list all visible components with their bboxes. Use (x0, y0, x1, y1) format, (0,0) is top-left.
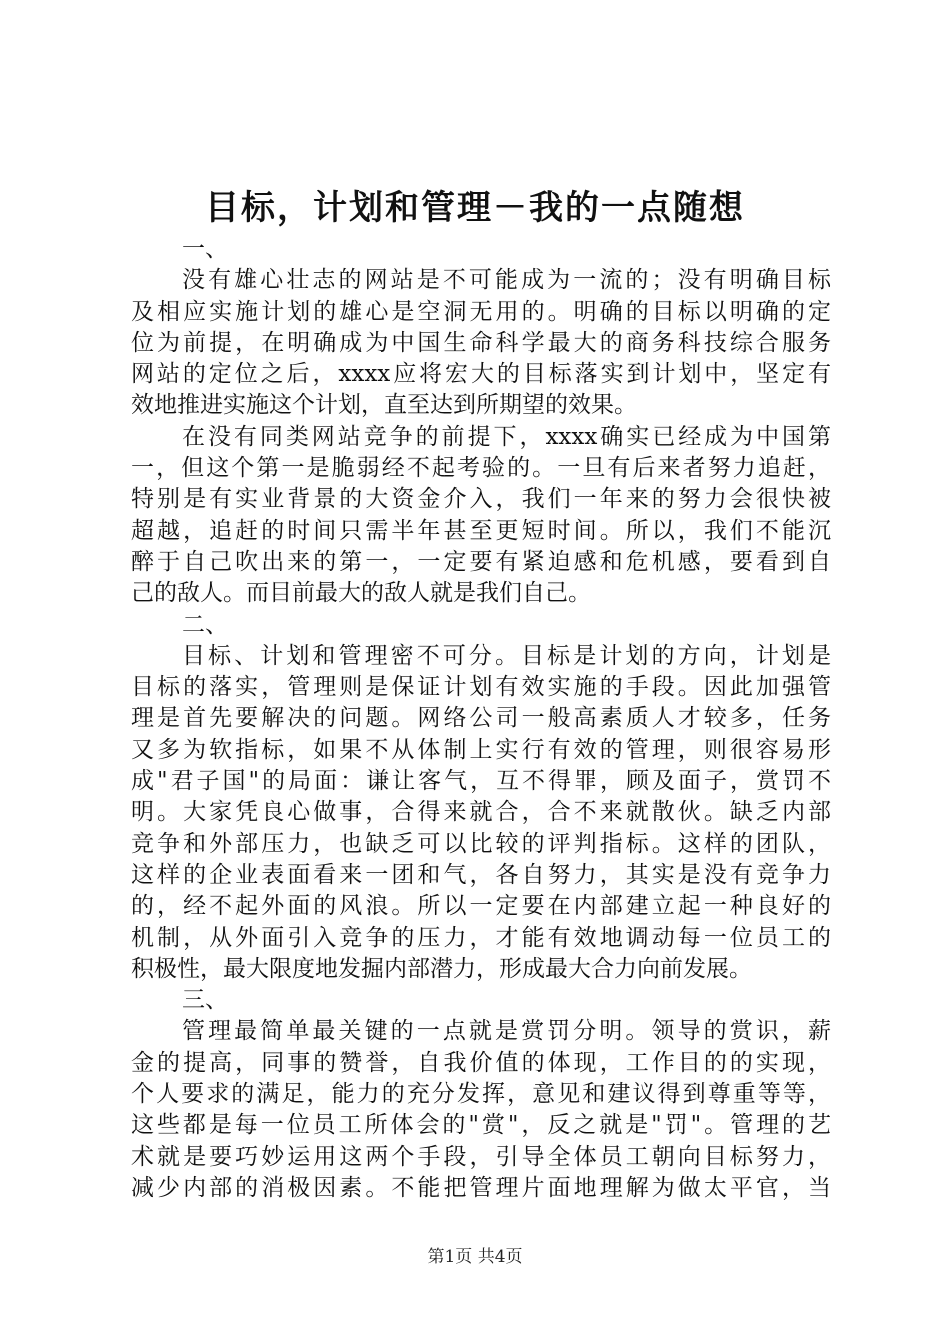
text-line: 这些都是每一位员工所体会的"赏"，反之就是"罚"。管理的艺 (131, 1112, 831, 1139)
text-line: 在没有同类网站竞争的前提下，xxxx确实已经成为中国第 (182, 423, 831, 450)
page-footer: 第1页 共4页 (427, 1247, 523, 1267)
text-line: 术就是要巧妙运用这两个手段，引导全体员工朝向目标努力， (131, 1143, 831, 1170)
text-line: 金的提高，同事的赞誉，自我价值的体现，工作目的的实现， (131, 1049, 831, 1076)
text-line: 成"君子国"的局面：谦让客气，互不得罪，顾及面子，赏罚不 (131, 768, 831, 795)
text-line: 竞争和外部压力，也缺乏可以比较的评判指标。这样的团队， (131, 830, 831, 857)
document-body (131, 234, 831, 1204)
text-line: 醉于自己吹出来的第一，一定要有紧迫感和危机感，要看到自 (131, 548, 831, 575)
text-line: 超越，追赶的时间只需半年甚至更短时间。所以，我们不能沉 (131, 517, 831, 544)
section-heading: 一、 (182, 236, 228, 262)
section-heading: 三、 (182, 987, 228, 1014)
section-heading: 二、 (182, 611, 228, 638)
text-line: 理是首先要解决的问题。网络公司一般高素质人才较多，任务 (131, 705, 831, 732)
text-line: 又多为软指标，如果不从体制上实行有效的管理，则很容易形 (131, 736, 831, 763)
text-line: 管理最简单最关键的一点就是赏罚分明。领导的赏识，薪 (182, 1018, 831, 1045)
text-line: 特别是有实业背景的大资金介入，我们一年来的努力会很快被 (131, 486, 831, 513)
text-line: 目标的落实，管理则是保证计划有效实施的手段。因此加强管 (131, 674, 831, 701)
document-title: 目标，计划和管理－我的一点随想 (205, 188, 745, 228)
text-line: 减少内部的消极因素。不能把管理片面地理解为做太平官，当 (131, 1174, 831, 1201)
text-line: 明。大家凭良心做事，合得来就合，合不来就散伙。缺乏内部 (131, 799, 831, 826)
text-line: 目标、计划和管理密不可分。目标是计划的方向，计划是 (182, 642, 831, 669)
text-line: 的，经不起外面的风浪。所以一定要在内部建立起一种良好的 (131, 893, 831, 920)
text-line: 己的敌人。而目前最大的敌人就是我们自己。 (131, 580, 591, 607)
text-line: 积极性，最大限度地发掘内部潜力，形成最大合力向前发展。 (131, 955, 752, 982)
text-line: 没有雄心壮志的网站是不可能成为一流的；没有明确目标 (182, 267, 831, 294)
text-line: 机制，从外面引入竞争的压力，才能有效地调动每一位员工的 (131, 924, 831, 951)
text-line: 位为前提，在明确成为中国生命科学最大的商务科技综合服务 (131, 329, 831, 356)
text-line: 个人要求的满足，能力的充分发挥，意见和建议得到尊重等等， (131, 1081, 831, 1108)
text-line: 一，但这个第一是脆弱经不起考验的。一旦有后来者努力追赶， (131, 455, 831, 482)
text-line: 这样的企业表面看来一团和气，各自努力，其实是没有竞争力 (131, 861, 831, 888)
text-line: 网站的定位之后，xxxx应将宏大的目标落实到计划中，坚定有 (131, 361, 831, 388)
text-line: 效地推进实施这个计划，直至达到所期望的效果。 (131, 392, 637, 419)
text-line: 及相应实施计划的雄心是空洞无用的。明确的目标以明确的定 (131, 298, 831, 325)
